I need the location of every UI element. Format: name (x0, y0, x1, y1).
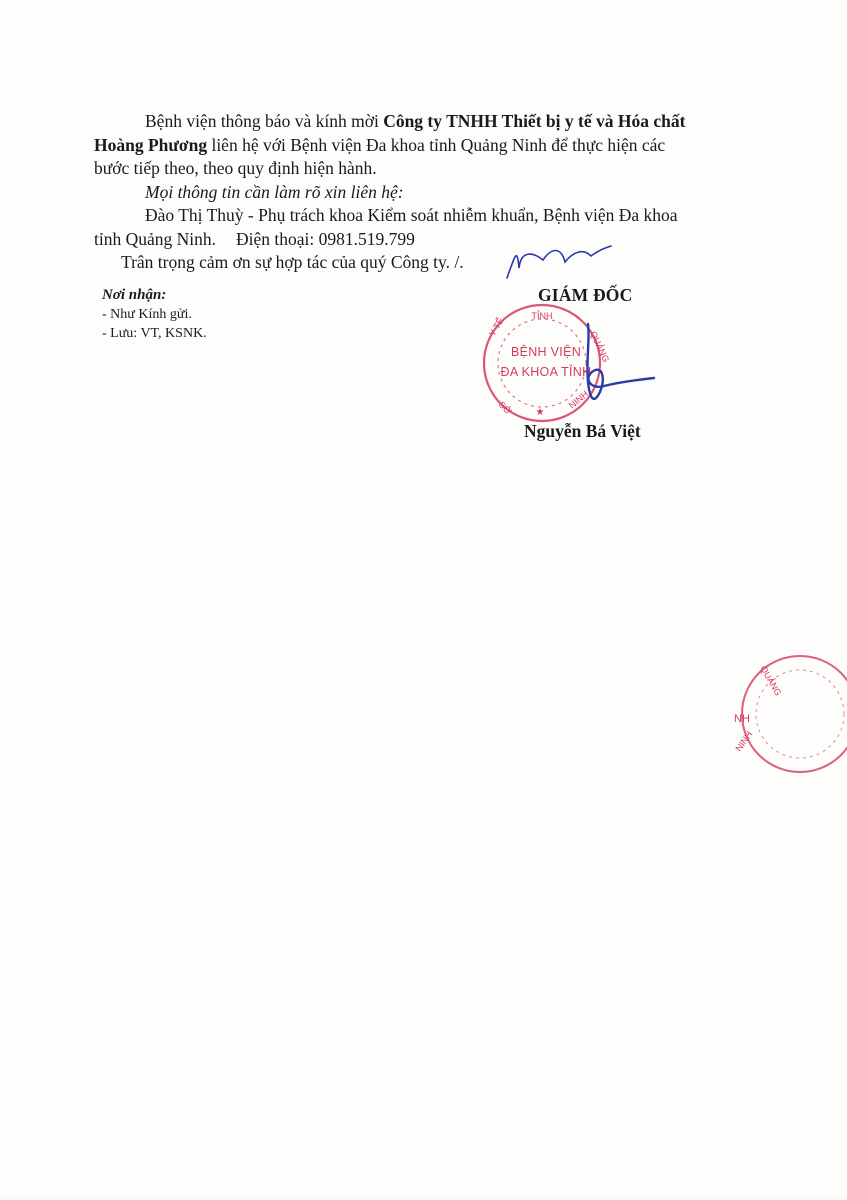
partial-stamp-bottom: NINH (733, 729, 755, 754)
director-signature (560, 320, 660, 430)
signer-name: Nguyễn Bá Việt (524, 421, 641, 441)
recipient-item: - Như Kính gửi. (102, 307, 192, 322)
recipient-item: - Lưu: VT, KSNK. (102, 326, 207, 341)
stamp-ring-bottom-right: NINH (566, 388, 591, 411)
partial-stamp-inner: NH (734, 713, 750, 725)
initial-signature-icon (503, 238, 613, 284)
stamp-ring-bottom: SỞ (496, 399, 514, 417)
letter-body (94, 110, 746, 275)
stamp-ring-top: TỈNH (531, 311, 553, 321)
stamp-ring-left: Y TẾ (487, 315, 506, 338)
company-name: Công ty TNHH Thiết bị y tế và Hóa chất (383, 111, 686, 131)
recipients-title: Nơi nhận: (102, 287, 167, 303)
stamp-line-1: BỆNH VIỆN (510, 345, 582, 359)
initial-signature (503, 238, 613, 284)
stamp-ring-right: QUẢNG (588, 329, 612, 364)
contact-intro: Mọi thông tin cần làm rõ xin liên hệ: (145, 181, 404, 202)
closing-thanks: Trân trọng cảm ơn sự hợp tác của quý Công ty. /. (121, 252, 464, 272)
contact-person-text: Đào Thị Thuỳ - Phụ trách khoa Kiểm soát nhiễm khuẩn, Bệnh viện Đa khoa (145, 205, 678, 225)
invitation-line3: bước tiếp theo, theo quy định hiện hành. (94, 158, 377, 178)
stamp-star-icon: ★ (535, 407, 545, 418)
director-signature-icon (560, 320, 660, 430)
partial-stamp-ring: QUẢNG (758, 664, 784, 698)
invitation-rest: liên hệ với Bệnh viện Đa khoa tỉnh Quảng Ninh để thực hiện các (207, 134, 666, 155)
partial-stamp (730, 648, 847, 778)
contact-phone: Điện thoại: 0981.519.799 (236, 228, 415, 249)
contact-person (94, 204, 746, 251)
signer-title: GIÁM ĐỐC (538, 285, 633, 305)
recipients-block (102, 286, 207, 343)
contact-location: tỉnh Quảng Ninh. (94, 228, 217, 249)
stamp-line-2: ĐA KHOA TỈNH (500, 365, 592, 379)
invitation-lead: Bệnh viện thông báo và kính mời (145, 111, 384, 131)
company-name-cont: Hoàng Phương (94, 134, 208, 155)
partial-stamp-icon (730, 648, 847, 778)
scan-border (0, 1196, 847, 1200)
paragraph-invitation (94, 110, 746, 181)
